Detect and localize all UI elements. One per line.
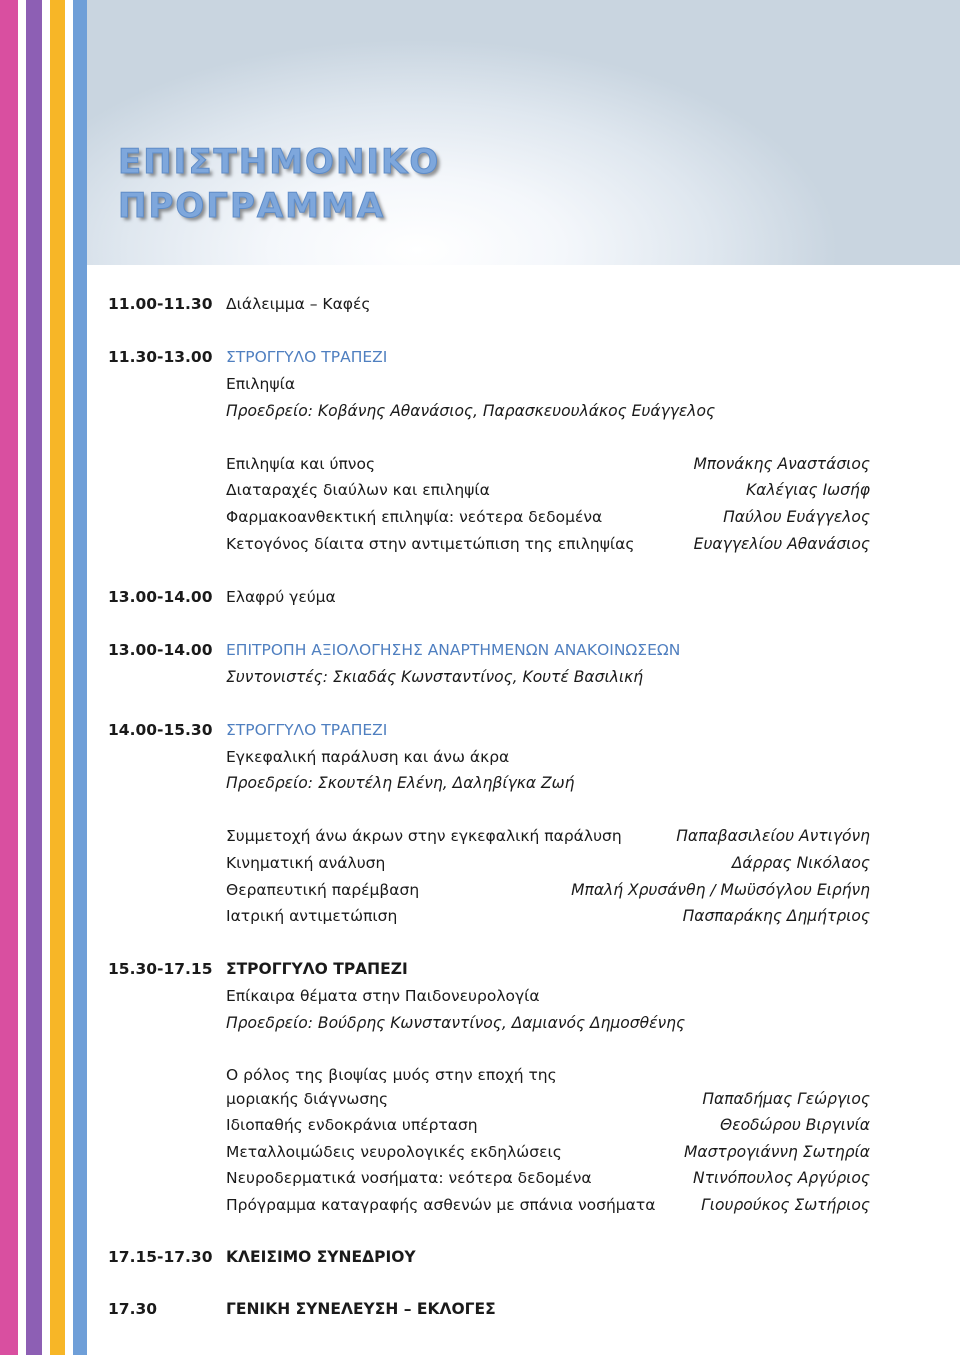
session-subject: Εγκεφαλική παράλυση και άνω άκρα: [226, 748, 510, 766]
session-title: ΚΛΕΙΣΙΜΟ ΣΥΝΕΔΡΙΟΥ: [226, 1248, 416, 1266]
session-heading: ΣΤΡΟΓΓΥΛΟ ΤΡΑΠΕΖΙ: [226, 721, 388, 739]
talk-speaker: Μπονάκης Αναστάσιος: [693, 455, 870, 473]
yellow-stripe: [50, 0, 65, 1355]
session-time: 13.00-14.00: [108, 641, 213, 659]
session-heading: ΣΤΡΟΓΓΥΛΟ ΤΡΑΠΕΖΙ: [226, 348, 388, 366]
talk-speaker: Παπαβασιλείου Αντιγόνη: [676, 827, 870, 845]
session-chairs: Προεδρείο: Κοβάνης Αθανάσιος, Παρασκευουλάκος Ευάγγελος: [226, 402, 716, 420]
session-heading: ΕΠΙΤΡΟΠΗ ΑΞΙΟΛΟΓΗΣΗΣ ΑΝΑΡΤΗΜΕΝΩΝ ΑΝΑΚΟΙΝΩΣΕΩΝ: [226, 641, 681, 659]
session-coordinators: Συντονιστές: Σκιαδάς Κωνσταντίνος, Κουτέ Βασιλική: [226, 668, 644, 686]
session-chairs: Προεδρείο: Βούδρης Κωνσταντίνος, Δαμιανός Δημοσθένης: [226, 1014, 686, 1032]
session-time: 13.00-14.00: [108, 588, 213, 606]
pink-stripe: [0, 0, 18, 1355]
talk-speaker: Πασπαράκης Δημήτριος: [682, 907, 870, 925]
page-title-line2: ΠΡΟΓΡΑΜΜΑ: [118, 186, 386, 226]
session-time: 11.30-13.00: [108, 348, 213, 366]
session-title: ΓΕΝΙΚΗ ΣΥΝΕΛΕΥΣΗ – ΕΚΛΟΓΕΣ: [226, 1300, 496, 1318]
talk-speaker: Γιουρούκος Σωτήριος: [701, 1196, 870, 1214]
stripe-gap: [65, 0, 73, 1355]
session-subject: Επίκαιρα θέματα στην Παιδονευρολογία: [226, 987, 540, 1005]
stripe-gap: [42, 0, 50, 1355]
talk-title: Επιληψία και ύπνος: [226, 455, 376, 473]
page-title-line1: ΕΠΙΣΤΗΜΟΝΙΚΟ: [118, 142, 441, 182]
talk-title: Ιατρική αντιμετώπιση: [226, 907, 398, 925]
talk-title: Διαταραχές διαύλων και επιληψία: [226, 481, 490, 499]
talk-speaker: Θεοδώρου Βιργινία: [720, 1116, 870, 1134]
session-subject: Επιληψία: [226, 375, 296, 393]
talk-speaker: Καλέγιας Ιωσήφ: [745, 481, 870, 499]
session-title: Ελαφρύ γεύμα: [226, 588, 336, 606]
talk-speaker: Ευαγγελίου Αθανάσιος: [693, 535, 870, 553]
session-title: Διάλειμμα – Καφές: [226, 295, 371, 313]
session-time: 14.00-15.30: [108, 721, 213, 739]
talk-title: Θεραπευτική παρέμβαση: [226, 881, 420, 899]
blue-stripe: [73, 0, 87, 1355]
talk-title: Ιδιοπαθής ενδοκράνια υπέρταση: [226, 1116, 478, 1134]
session-time: 15.30-17.15: [108, 960, 213, 978]
talk-speaker: Μαστρογιάννη Σωτηρία: [684, 1143, 870, 1161]
session-time: 17.30: [108, 1300, 158, 1318]
talk-title-line1: Ο ρόλος της βιοψίας μυός στην εποχή της: [226, 1066, 557, 1084]
session-chairs: Προεδρείο: Σκουτέλη Ελένη, Δαληβίγκα Ζωή: [226, 774, 575, 792]
talk-title: Πρόγραμμα καταγραφής ασθενών με σπάνια νοσήματα: [226, 1196, 656, 1214]
talk-title: Μεταλλοιμώδεις νευρολογικές εκδηλώσεις: [226, 1143, 562, 1161]
stripe-gap: [18, 0, 26, 1355]
talk-title: Φαρμακοανθεκτική επιληψία: νεότερα δεδομένα: [226, 508, 603, 526]
talk-title: Συμμετοχή άνω άκρων στην εγκεφαλική παράλυση: [226, 827, 622, 845]
purple-stripe: [26, 0, 42, 1355]
talk-speaker: Δάρρας Νικόλαος: [731, 854, 870, 872]
session-time: 11.00-11.30: [108, 295, 213, 313]
talk-title: Νευροδερματικά νοσήματα: νεότερα δεδομένα: [226, 1169, 592, 1187]
talk-speaker: Μπαλή Χρυσάνθη / Μωϋσόγλου Ειρήνη: [571, 881, 870, 899]
talk-speaker: Παύλου Ευάγγελος: [723, 508, 870, 526]
talk-speaker: Παπαδήμας Γεώργιος: [702, 1090, 870, 1108]
talk-title: μοριακής διάγνωσης: [226, 1090, 389, 1108]
talk-title: Κινηματική ανάλυση: [226, 854, 386, 872]
talk-title: Κετογόνος δίαιτα στην αντιμετώπιση της επιληψίας: [226, 535, 635, 553]
session-heading: ΣΤΡΟΓΓΥΛΟ ΤΡΑΠΕΖΙ: [226, 960, 408, 978]
session-time: 17.15-17.30: [108, 1248, 213, 1266]
talk-speaker: Ντινόπουλος Αργύριος: [692, 1169, 870, 1187]
